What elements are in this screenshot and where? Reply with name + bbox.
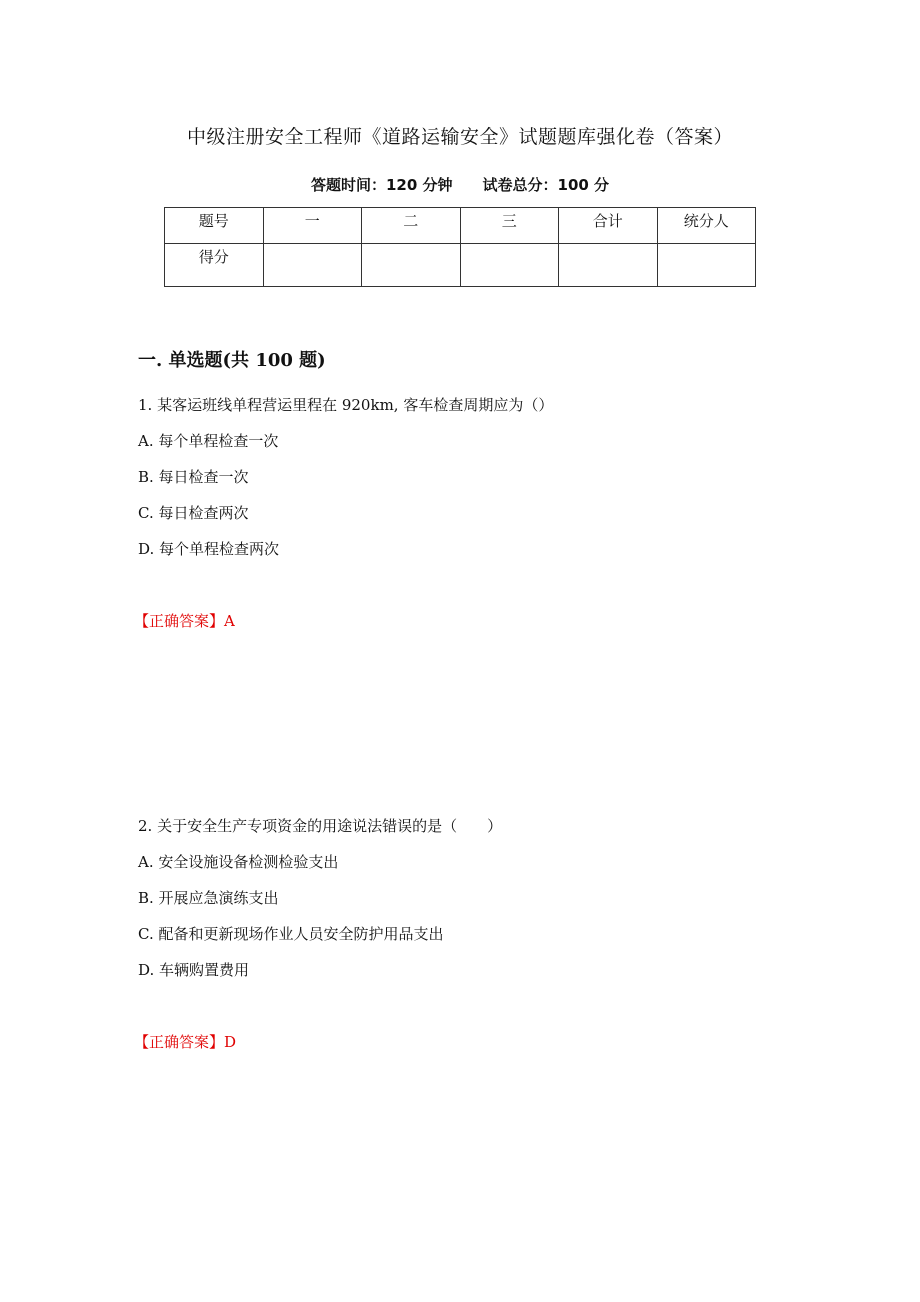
score-table-score-row (165, 244, 756, 287)
question-stem: 1. 某客运班线单程营运里程在 920km, 客车检查周期应为（） (138, 396, 554, 414)
score-table-cell: 三 (460, 208, 559, 244)
score-table-cell: 统分人 (657, 208, 756, 244)
correct-answer: 【正确答案】A (134, 612, 235, 630)
question-option: B. 每日检查一次 (138, 468, 249, 486)
question-option: A. 每个单程检查一次 (138, 432, 279, 450)
document-title: 中级注册安全工程师《道路运输安全》试题题库强化卷（答案） (186, 126, 733, 148)
score-table-header-row (165, 208, 756, 244)
question-option: C. 配备和更新现场作业人员安全防护用品支出 (138, 925, 444, 943)
score-table-cell (460, 244, 559, 287)
score-table-cell (362, 244, 461, 287)
exam-info (0, 174, 920, 195)
question-option: D. 每个单程检查两次 (138, 540, 280, 558)
score-table (164, 207, 756, 287)
score-table-cell: 得分 (165, 244, 264, 287)
score-table-cell: 题号 (165, 208, 264, 244)
score-table-cell: 合计 (559, 208, 658, 244)
score-table-cell: 一 (263, 208, 362, 244)
question-option: B. 开展应急演练支出 (138, 889, 279, 907)
question-stem: 2. 关于安全生产专项资金的用途说法错误的是（ ） (138, 817, 503, 835)
question-option: D. 车辆购置费用 (138, 961, 250, 979)
question-option: A. 安全设施设备检测检验支出 (138, 853, 339, 871)
score-table-cell (657, 244, 756, 287)
question-option: C. 每日检查两次 (138, 504, 249, 522)
score-table-cell (559, 244, 658, 287)
exam-time: 答题时间：120 分钟 (310, 176, 453, 194)
score-table-cell (263, 244, 362, 287)
correct-answer: 【正确答案】D (134, 1033, 237, 1051)
section-heading: 一. 单选题(共 100 题) (138, 350, 326, 371)
exam-total-score: 试卷总分：100 分 (482, 176, 610, 194)
score-table-cell: 二 (362, 208, 461, 244)
